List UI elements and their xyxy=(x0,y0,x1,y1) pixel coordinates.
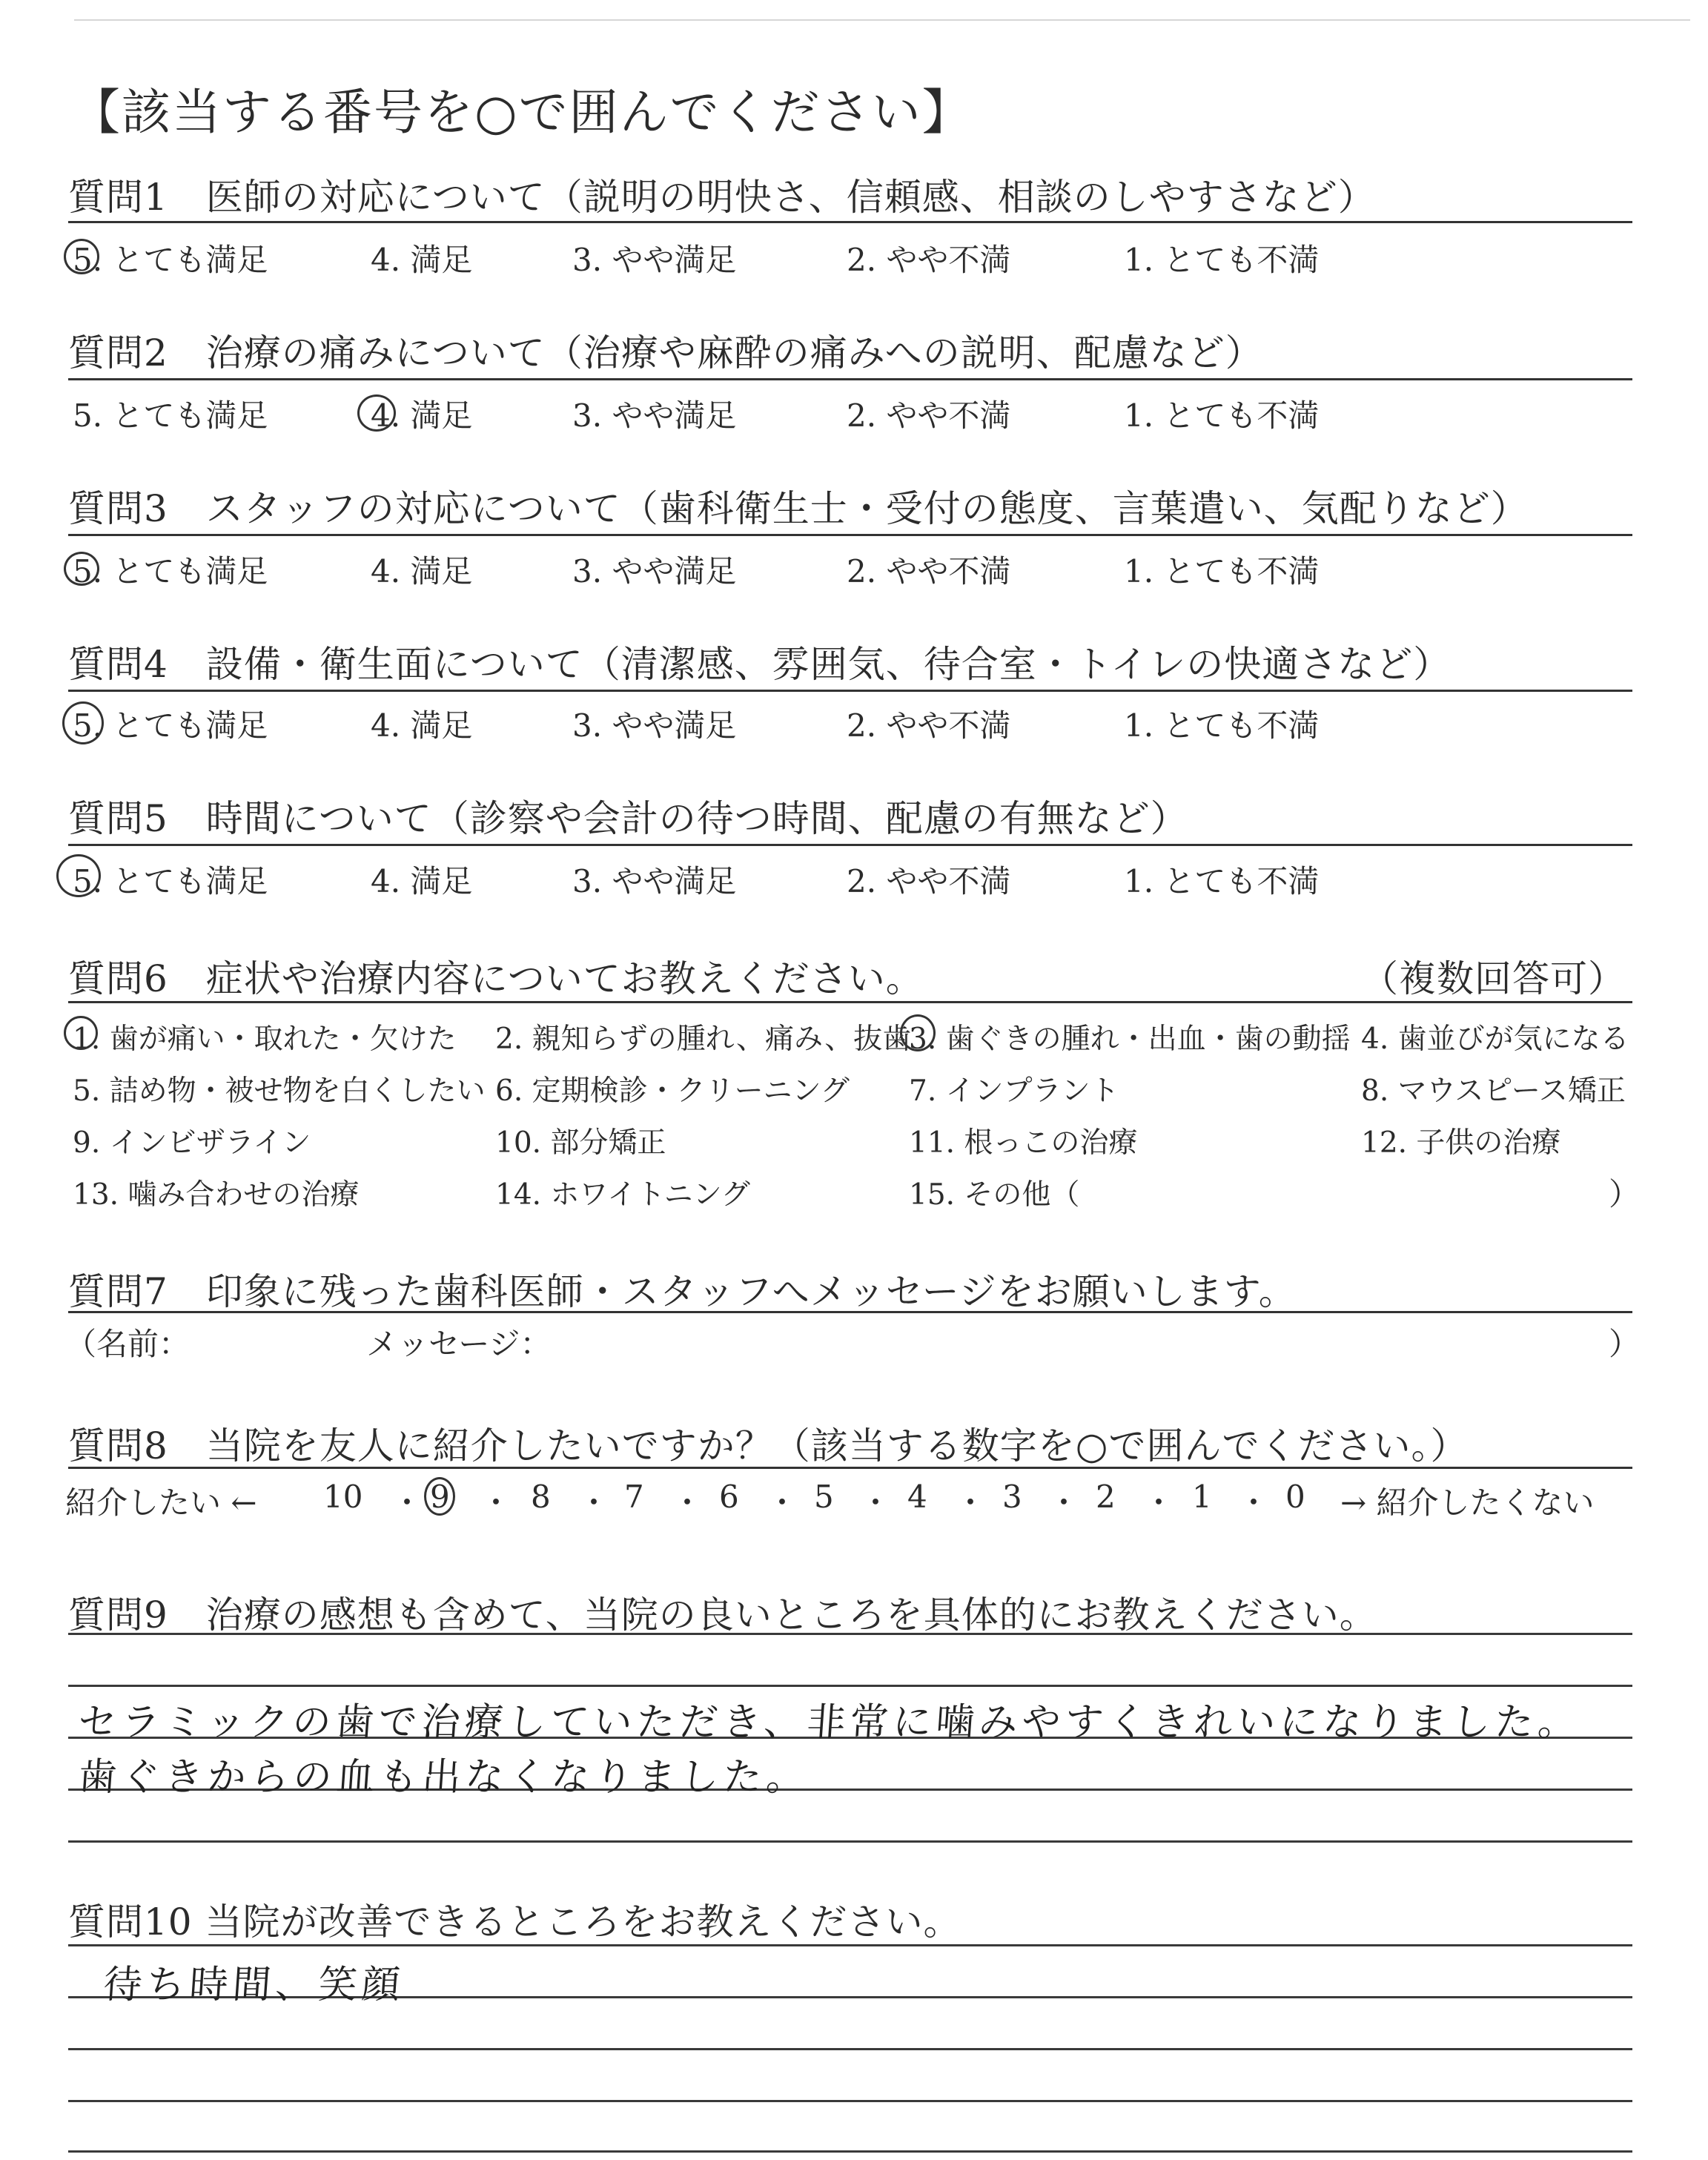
q7-heading: 質問7 印象に残った歯科医師・スタッフへメッセージをお願いします。 xyxy=(68,1270,1297,1313)
q10-heading: 質問10 当院が改善できるところをお教えください。 xyxy=(68,1900,961,1943)
q9-handwritten-answer-line-1: セラミックの歯で治療していただき、非常に噛みやすくきれいになりました。 xyxy=(76,1700,1583,1745)
q9-handwritten-answer-line-2: 歯ぐきからの血も出なくなりました。 xyxy=(76,1755,811,1800)
q5-option-5[interactable]: 5. とても満足 xyxy=(73,863,268,899)
q8-rule xyxy=(68,1467,1632,1469)
q6-option-3[interactable]: 3. 歯ぐきの腫れ・出血・歯の動揺 xyxy=(909,1023,1351,1056)
q4-option-2[interactable]: 2. やや不満 xyxy=(847,707,1011,744)
q6-option-12[interactable]: 12. 子供の治療 xyxy=(1361,1126,1561,1160)
q2-selection-circle xyxy=(357,394,396,432)
q6-option-6[interactable]: 6. 定期検診・クリーニング xyxy=(495,1074,850,1108)
q9-answer-line xyxy=(68,1633,1632,1635)
q10-answer-line xyxy=(68,2150,1632,2153)
q1-option-4[interactable]: 4. 満足 xyxy=(371,242,473,278)
q6-option-4[interactable]: 4. 歯並びが気になる xyxy=(1361,1023,1629,1056)
q2-option-2[interactable]: 2. やや不満 xyxy=(847,397,1011,434)
q8-left-label: 紹介したい ← xyxy=(65,1484,257,1521)
q3-option-4[interactable]: 4. 満足 xyxy=(371,553,473,589)
q8-scale-dot: ・ xyxy=(860,1484,892,1521)
q6-option-7[interactable]: 7. インプラント xyxy=(909,1074,1119,1108)
q8-scale-6[interactable]: 6 xyxy=(719,1479,739,1515)
q8-scale-dot: ・ xyxy=(672,1484,704,1521)
q6-option-9[interactable]: 9. インビザライン xyxy=(73,1126,311,1160)
q6-selection-circle-1 xyxy=(64,1016,98,1050)
q6-option-13[interactable]: 13. 噛み合わせの治療 xyxy=(73,1178,360,1212)
q8-scale-dot: ・ xyxy=(1143,1484,1175,1521)
q2-heading: 質問2 治療の痛みについて（治療や麻酔の痛みへの説明、配慮など） xyxy=(68,331,1263,374)
q8-scale-2[interactable]: 2 xyxy=(1096,1479,1116,1515)
q7-rule xyxy=(68,1311,1632,1313)
q8-scale-dot: ・ xyxy=(480,1484,512,1521)
q8-scale-9[interactable]: 9 xyxy=(430,1479,450,1515)
q4-heading: 質問4 設備・衛生面について（清潔感、雰囲気、待合室・トイレの快適さなど） xyxy=(68,643,1452,686)
q1-option-2[interactable]: 2. やや不満 xyxy=(847,242,1011,278)
q8-scale-dot: ・ xyxy=(1048,1484,1080,1521)
q2-option-5[interactable]: 5. とても満足 xyxy=(73,397,268,434)
q8-selection-circle xyxy=(424,1477,455,1516)
q5-option-2[interactable]: 2. やや不満 xyxy=(847,863,1011,899)
q3-option-3[interactable]: 3. やや満足 xyxy=(572,553,737,589)
q5-selection-circle xyxy=(56,854,101,897)
q6-option-1[interactable]: 1. 歯が痛い・取れた・欠けた xyxy=(73,1023,457,1056)
q6-option-10[interactable]: 10. 部分矯正 xyxy=(495,1126,666,1160)
q5-option-3[interactable]: 3. やや満足 xyxy=(572,863,737,899)
q4-option-3[interactable]: 3. やや満足 xyxy=(572,707,737,744)
q9-answer-line xyxy=(68,1685,1632,1687)
q8-right-label: → 紹介したくない xyxy=(1340,1484,1595,1521)
q6-selection-circle-3 xyxy=(900,1014,936,1051)
q3-option-1[interactable]: 1. とても不満 xyxy=(1124,553,1320,589)
q1-heading: 質問1 医師の対応について（説明の明快さ、信頼感、相談のしやすさなど） xyxy=(68,176,1376,219)
q3-rule xyxy=(68,534,1632,536)
q9-heading: 質問9 治療の感想も含めて、当院の良いところを具体的にお教えください。 xyxy=(68,1593,1377,1636)
q10-answer-line xyxy=(68,1944,1632,1946)
q4-selection-circle xyxy=(62,701,104,744)
q4-option-4[interactable]: 4. 満足 xyxy=(371,707,473,744)
q8-scale-dot: ・ xyxy=(391,1484,423,1521)
q8-heading: 質問8 当院を友人に紹介したいですか？（該当する数字を○で囲んでください。） xyxy=(68,1424,1469,1467)
q3-option-2[interactable]: 2. やや不満 xyxy=(847,553,1011,589)
q8-scale-dot: ・ xyxy=(1238,1484,1270,1521)
q3-selection-circle xyxy=(64,552,99,586)
q3-heading: 質問3 スタッフの対応について（歯科衛生士・受付の態度、言葉遣い、気配りなど） xyxy=(68,487,1529,530)
q10-handwritten-answer: 待ち時間、笑顔 xyxy=(102,1963,406,2007)
q8-scale-4[interactable]: 4 xyxy=(907,1479,927,1515)
q8-scale-dot: ・ xyxy=(578,1484,610,1521)
q6-multiple-note: （複数回答可） xyxy=(1361,957,1626,1000)
q9-answer-line xyxy=(68,1840,1632,1843)
q8-scale-3[interactable]: 3 xyxy=(1002,1479,1022,1515)
q7-name-label: （名前： xyxy=(65,1326,191,1362)
q3-option-5[interactable]: 5. とても満足 xyxy=(73,553,268,589)
q5-rule xyxy=(68,844,1632,846)
q8-scale-0[interactable]: 0 xyxy=(1285,1479,1305,1515)
q8-scale-10[interactable]: 10 xyxy=(323,1479,363,1515)
q1-selection-circle xyxy=(64,239,99,274)
page-title: 【該当する番号を○で囲んでください】 xyxy=(71,84,973,141)
q1-rule xyxy=(68,221,1632,223)
q8-scale-5[interactable]: 5 xyxy=(814,1479,834,1515)
q6-rule xyxy=(68,1001,1632,1003)
q8-scale-dot: ・ xyxy=(767,1484,798,1521)
q6-option-14[interactable]: 14. ホワイトニング xyxy=(495,1178,750,1212)
q6-option-15[interactable]: 15. その他（ xyxy=(909,1178,1080,1212)
q2-option-3[interactable]: 3. やや満足 xyxy=(572,397,737,434)
q10-answer-line xyxy=(68,2048,1632,2050)
q2-option-4[interactable]: 4. 満足 xyxy=(371,397,473,434)
top-rule xyxy=(74,19,1690,21)
q7-close-paren: ） xyxy=(1609,1326,1641,1362)
q6-option-2[interactable]: 2. 親知らずの腫れ、痛み、抜歯 xyxy=(495,1023,912,1056)
q5-option-1[interactable]: 1. とても不満 xyxy=(1124,863,1320,899)
q4-rule xyxy=(68,690,1632,692)
q1-option-3[interactable]: 3. やや満足 xyxy=(572,242,737,278)
q2-rule xyxy=(68,378,1632,380)
q6-option-8[interactable]: 8. マウスピース矯正 xyxy=(1361,1074,1626,1108)
q4-option-5[interactable]: 5. とても満足 xyxy=(73,707,268,744)
q8-scale-1[interactable]: 1 xyxy=(1192,1479,1212,1515)
q1-option-1[interactable]: 1. とても不満 xyxy=(1124,242,1320,278)
q4-option-1[interactable]: 1. とても不満 xyxy=(1124,707,1320,744)
q1-option-5[interactable]: 5. とても満足 xyxy=(73,242,268,278)
q8-scale-dot: ・ xyxy=(955,1484,987,1521)
q7-message-label: メッセージ： xyxy=(366,1326,552,1362)
q6-option-11[interactable]: 11. 根っこの治療 xyxy=(909,1126,1138,1160)
q5-option-4[interactable]: 4. 満足 xyxy=(371,863,473,899)
q2-option-1[interactable]: 1. とても不満 xyxy=(1124,397,1320,434)
q6-heading: 質問6 症状や治療内容についてお教えください。 xyxy=(68,957,924,1000)
q10-answer-line xyxy=(68,2100,1632,2102)
q5-heading: 質問5 時間について（診察や会計の待つ時間、配慮の有無など） xyxy=(68,797,1188,840)
q6-other-close-paren: ） xyxy=(1609,1176,1641,1212)
q8-scale-8[interactable]: 8 xyxy=(531,1479,551,1515)
q8-scale-7[interactable]: 7 xyxy=(624,1479,644,1515)
q6-option-5[interactable]: 5. 詰め物・被せ物を白くしたい xyxy=(73,1074,486,1108)
